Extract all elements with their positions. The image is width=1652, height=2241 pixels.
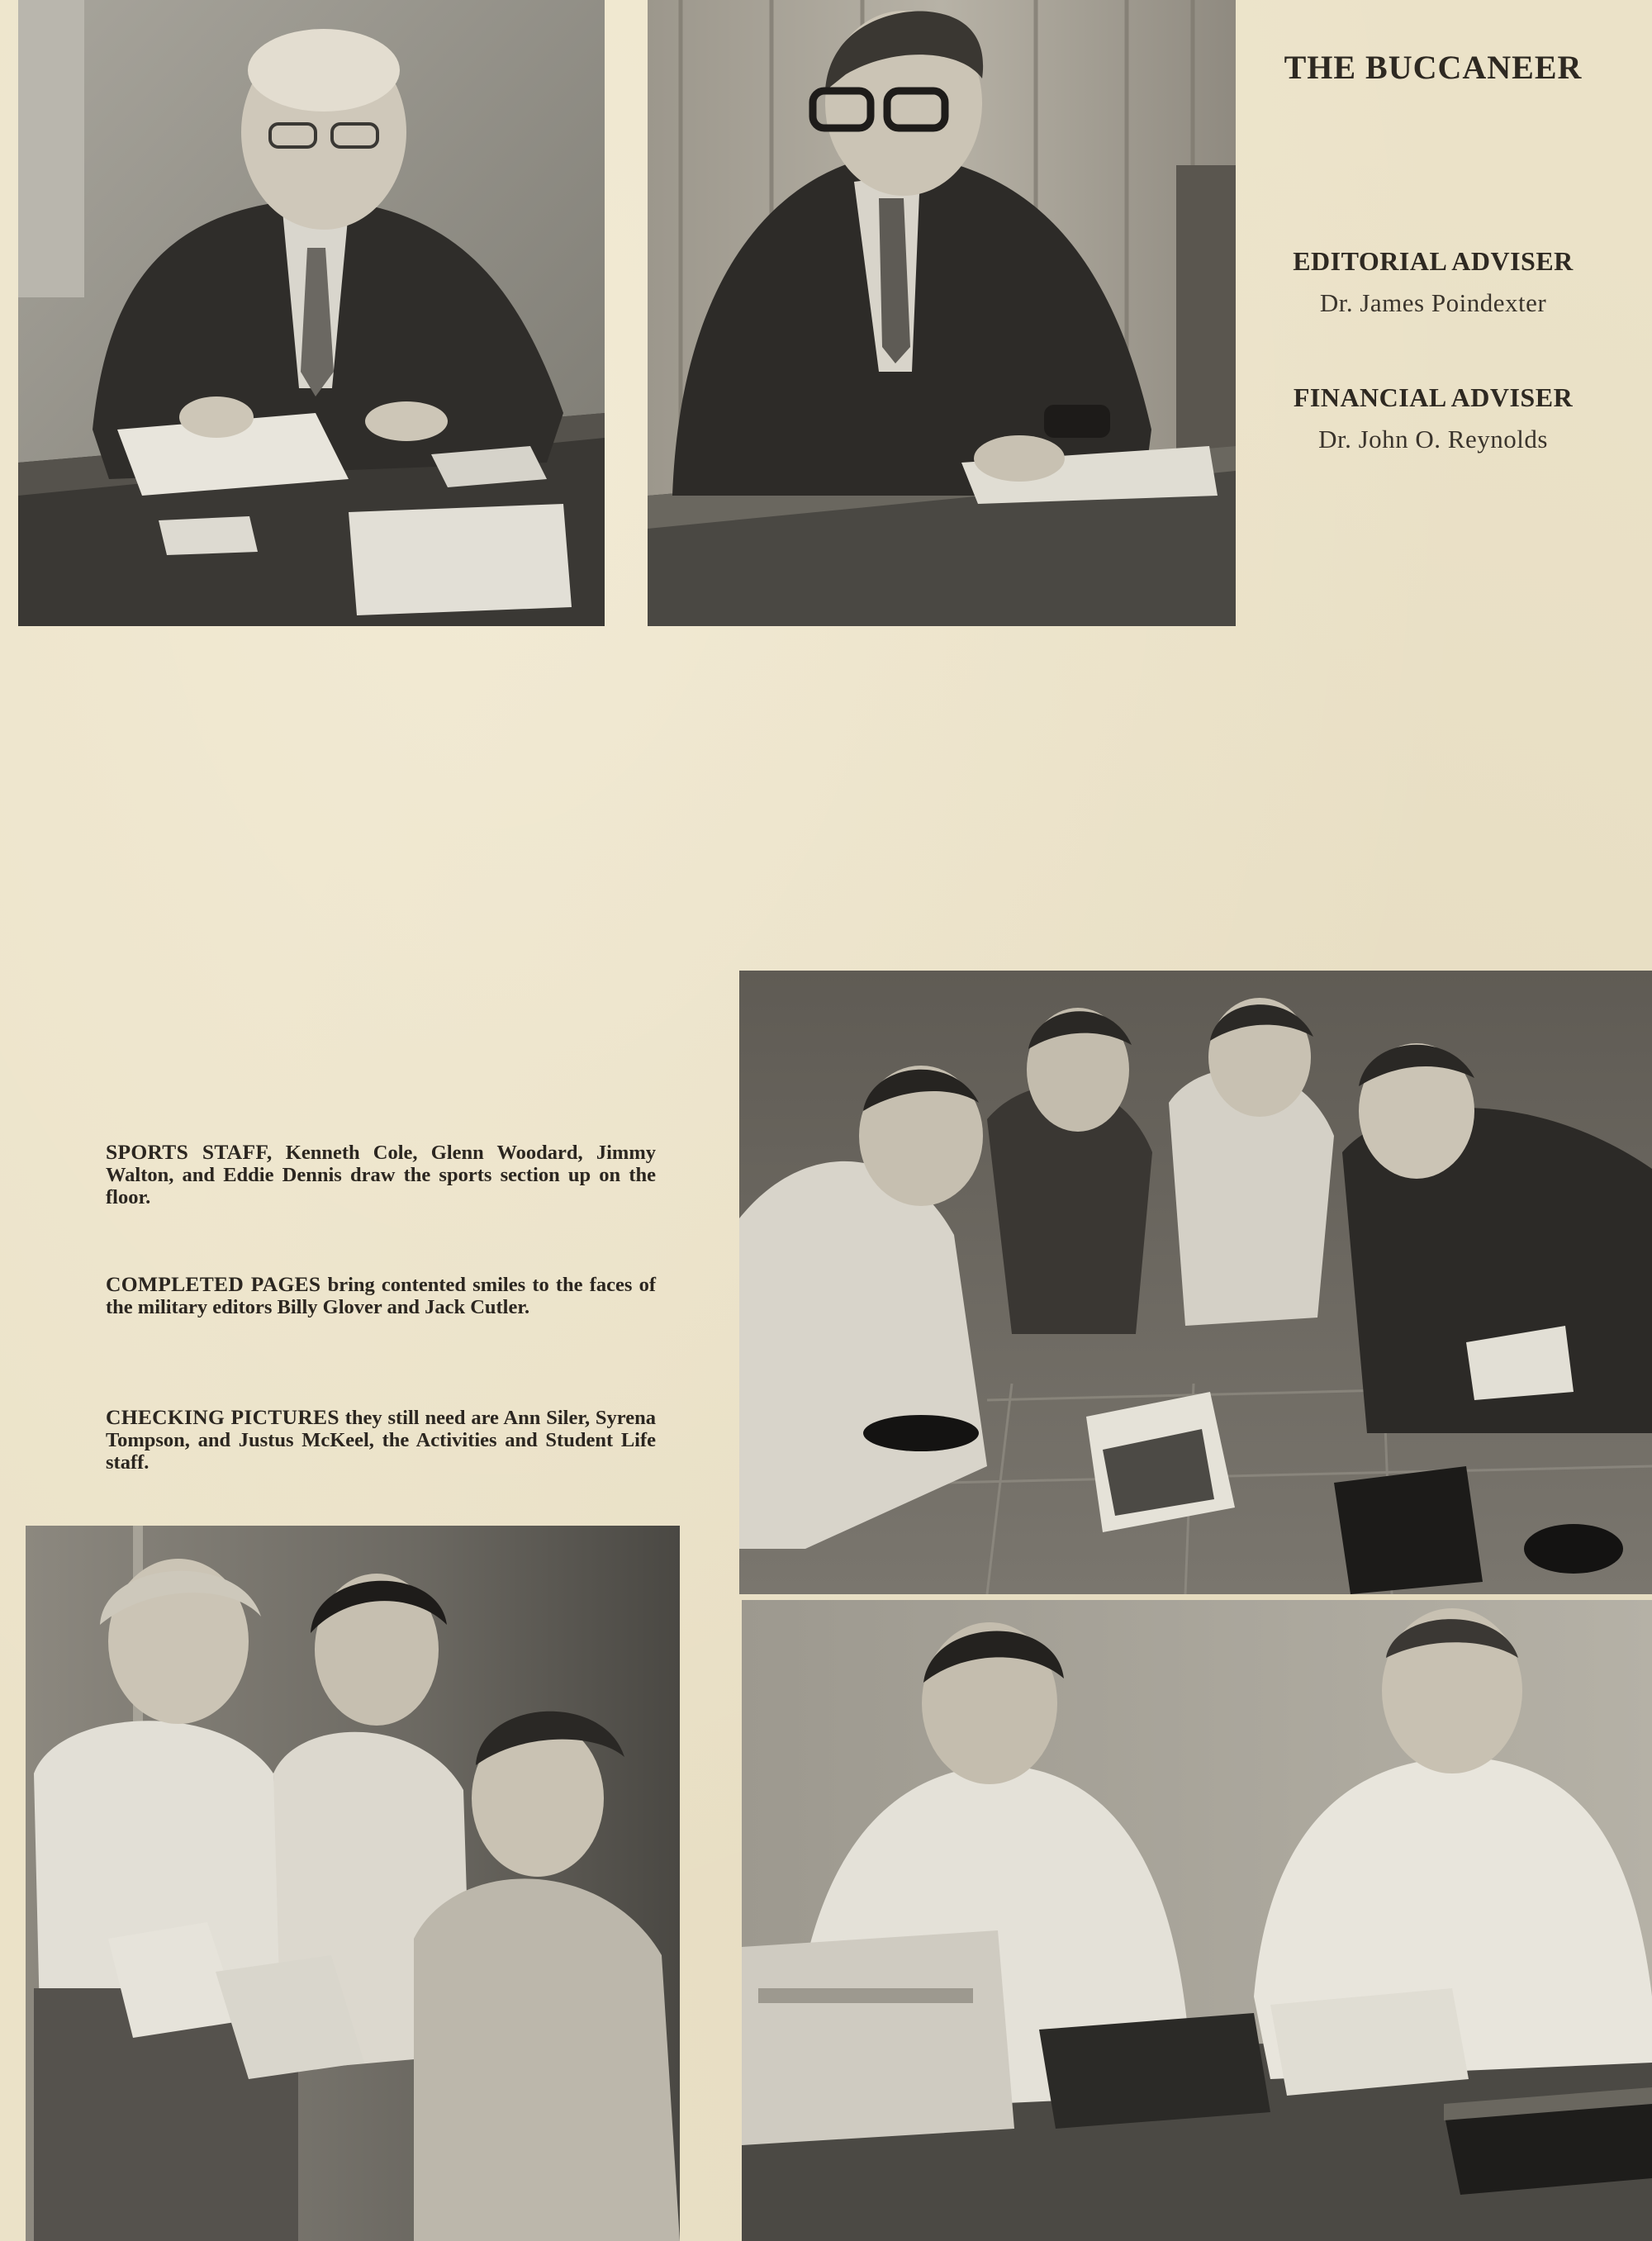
editorial-adviser-photo — [18, 0, 605, 626]
financial-adviser-role: FINANCIAL ADVISER — [1293, 382, 1574, 412]
caption-text: Kenneth Cole, Glenn Woodard, Jimmy Walton, and Eddie Dennis draw the sports section up on the floor. — [106, 1142, 656, 1208]
checking-pictures-photo — [26, 1526, 680, 2241]
page-title: THE BUCCANEER — [1284, 49, 1583, 86]
financial-adviser-name: Dr. John O. Reynolds — [1318, 425, 1548, 453]
caption-checking-pictures — [106, 1406, 656, 1474]
caption-lead: SPORTS STAFF, — [106, 1140, 273, 1164]
caption-text: bring contented smiles to the faces of the military editors Billy Glover and Jack Cutler. — [106, 1274, 657, 1318]
caption-lead: CHECKING PICTURES — [106, 1405, 339, 1429]
checking-pictures-photo-image — [26, 1526, 680, 2241]
editorial-adviser-photo-image — [18, 0, 605, 626]
financial-adviser-photo — [648, 0, 1236, 626]
financial-adviser-block — [1264, 382, 1602, 454]
editorial-adviser-name: Dr. James Poindexter — [1319, 288, 1547, 317]
editorial-adviser-role: EDITORIAL ADVISER — [1293, 246, 1574, 276]
completed-pages-photo — [742, 1600, 1652, 2241]
sports-staff-photo-image — [739, 971, 1652, 1594]
caption-sports-staff — [106, 1141, 656, 1208]
caption-text: they still need are Ann Siler, Syrena Tompson, and Justus McKeel, the Activities and Student Life staff. — [106, 1407, 656, 1474]
caption-completed-pages — [106, 1273, 656, 1318]
financial-adviser-photo-image — [648, 0, 1236, 626]
sports-staff-photo — [739, 971, 1652, 1594]
caption-lead: COMPLETED PAGES — [106, 1272, 321, 1296]
completed-pages-photo-image — [742, 1600, 1652, 2241]
editorial-adviser-block — [1264, 246, 1602, 318]
